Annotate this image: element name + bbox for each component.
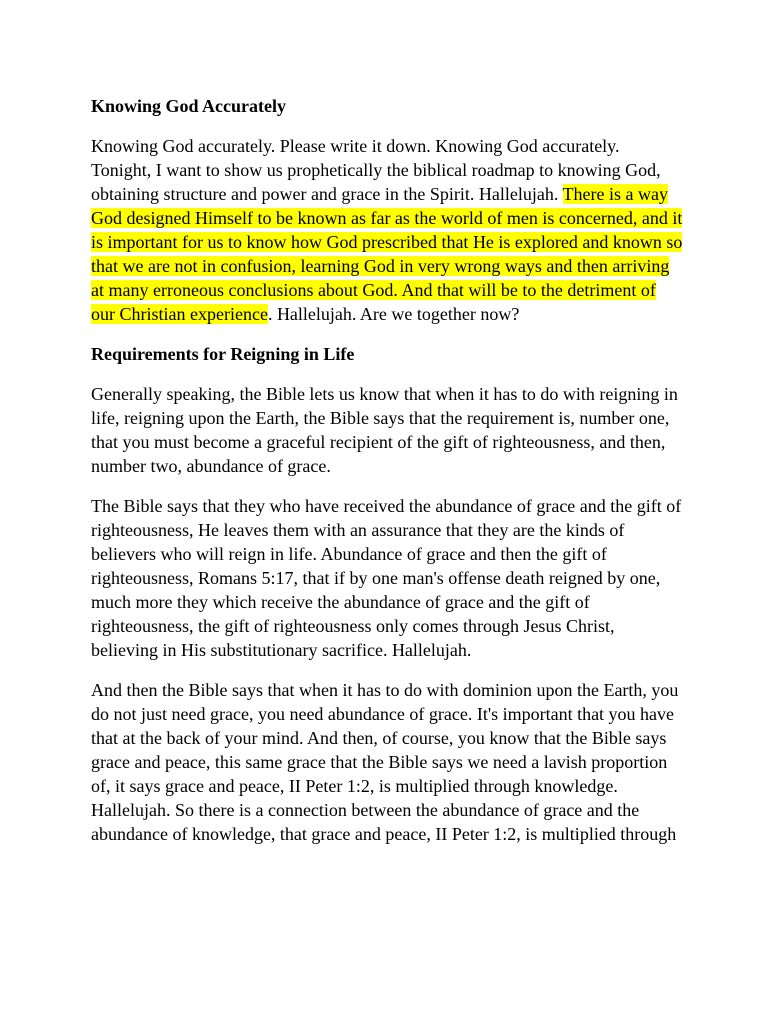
paragraph-intro xyxy=(91,134,683,326)
paragraph-abundance: The Bible says that they who have received the abundance of grace and the gift of righteousness, He leaves them with an assurance that they are the kinds of believers who will reign in life. Abundance of grace and then the gift of righteousness, Romans 5:17, that if by one man's offense death reigned by one, much more they which receive the abundance of grace and the gift of righteousness, the gift of righteousness only comes through Jesus Christ, believing in His substitutionary sacrifice. Hallelujah. xyxy=(91,496,682,660)
paragraph-intro-tail: . Hallelujah. Are we together now? xyxy=(267,304,520,324)
paragraph-dominion: And then the Bible says that when it has to do with dominion upon the Earth, you do not just need grace, you need abundance of grace. It's important that you have that at the back of your mind. And then, of course, you know that the Bible says grace and peace, this same grace that the Bible says we need a lavish proportion of, it says grace and peace, II Peter 1:2, is multiplied through knowledge. Hallelujah. So there is a connection between the abundance of grace and the abundance of knowledge, that grace and peace, II Peter 1:2, is multiplied through xyxy=(91,680,679,844)
paragraph-requirements: Generally speaking, the Bible lets us know that when it has to do with reigning in life, reigning upon the Earth, the Bible says that the requirement is, number one, that you must become a graceful recipient of the gift of righteousness, and then, number two, abundance of grace. xyxy=(91,384,678,476)
document-page xyxy=(91,94,683,862)
paragraph-intro-text: Knowing God accurately. Please write it down. Knowing God accurately. Tonight, I want to show us prophetically the biblical roadmap to knowing God, obtaining structure and power and grace in the Spirit. Hallelujah. xyxy=(91,136,661,204)
section-heading-reigning: Requirements for Reigning in Life xyxy=(91,344,355,364)
highlighted-text: There is a way God designed Himself to be known as far as the world of men is concerned, and it is important for us to know how God prescribed that He is explored and known so that we are not in confusion, learning God in very wrong ways and then arriving at many erroneous conclusions about God. And that will be to the detriment of our Christian experience xyxy=(91,184,683,324)
section-heading-knowing-god: Knowing God Accurately xyxy=(91,96,287,116)
